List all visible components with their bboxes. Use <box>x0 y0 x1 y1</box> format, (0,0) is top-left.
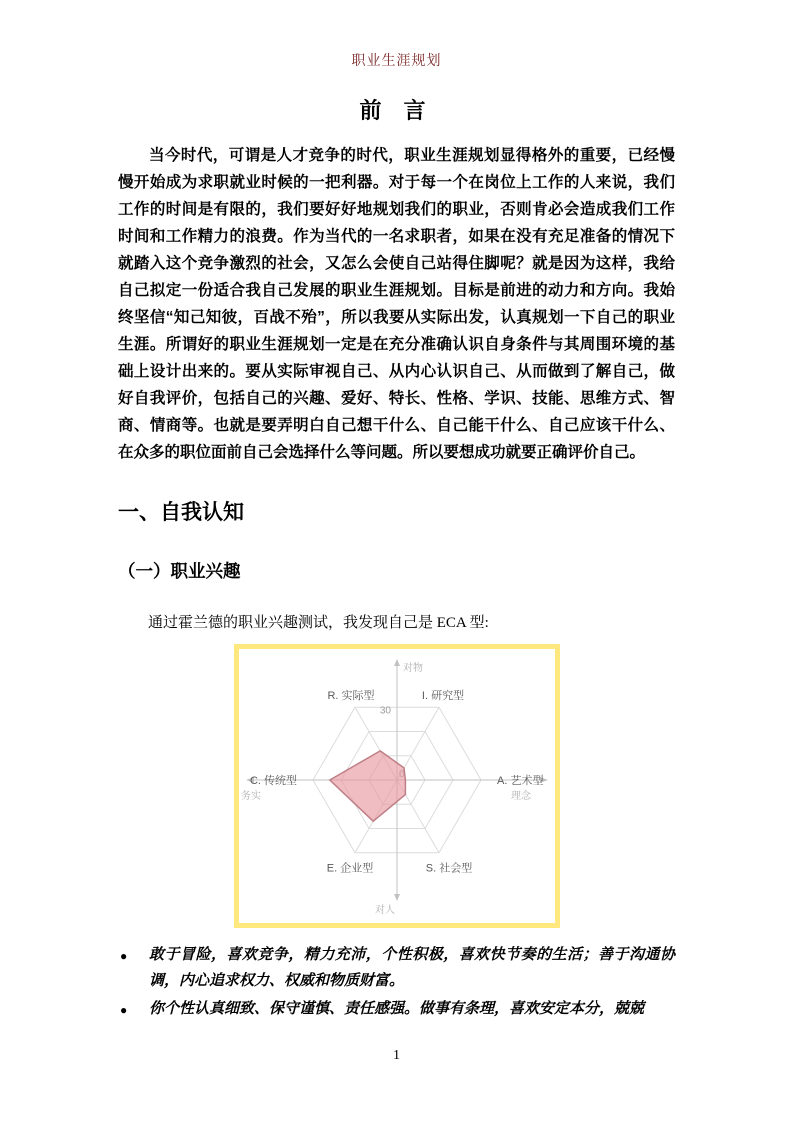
arrow-up-icon <box>394 659 400 666</box>
bullet-icon: ● <box>120 1003 128 1017</box>
axis-label-top: 对物 <box>402 663 423 674</box>
bullet-text: 敢于冒险，喜欢竞争，精力充沛，个性积极，喜欢快节奏的生活；善于沟通协调，内心追求权力、权威和物质财富。 <box>149 946 675 989</box>
axis-label-right: 理念 <box>510 791 531 802</box>
holland-intro-text: 通过霍兰德的职业兴趣测试，我发现自己是 ECA 型: <box>148 615 489 631</box>
heading-self-awareness: 一、自我认知 <box>118 501 244 524</box>
radar-category-label: A. 艺术型 <box>496 775 543 787</box>
radar-chart-frame <box>234 644 560 928</box>
radar-category-label: R. 实际型 <box>326 690 375 702</box>
bullet-icon: ● <box>120 949 128 963</box>
axis-label-bottom: 对人 <box>374 905 395 916</box>
preface-paragraph: 当今时代，可谓是人才竞争的时代，职业生涯规划显得格外的重要，已经慢慢开始成为求职就业时候的一把利器。对于每一个在岗位上工作的人来说，我们工作的时间是有限的，我们要好好地规划我们的职业，否则肯必会造成我们工作时间和工作精力的浪费。作为当代的一名求职者，如果在没有充足准备的情况下就踏入这个竞争激烈的社会，又怎么会使自己站得住脚呢？就是因为这样，我给自己拟定一份适合我自己发展的职业生涯规划。目标是前进的动力和方向。我始终坚信“知己知彼，百战不殆”，所以我要从实际出发，认真规划一下自己的职业生涯。所谓好的职业生涯规划一定是在充分准确认识自身条件与其周围环境的基础上设计出来的。要从实际审视自己、从内心认识自己、从而做到了解自己，做好自我评价，包括自己的兴趣、爱好、特长、性格、学识、技能、思维方式、智商、情商等。也就是要弄明白自己想干什么、自己能干什么、自己应该干什么、在众多的职位面前自己会选择什么等问题。所以要想成功就要正确评价自己。 <box>118 147 675 461</box>
arrow-down-icon <box>394 894 400 901</box>
scale-max-label: 30 <box>379 705 391 717</box>
bullet-text: 你个性认真细致、保守谨慎、责任感强。做事有条理，喜欢安定本分，兢兢 <box>149 1000 645 1017</box>
document-content <box>118 96 675 1024</box>
list-item <box>118 996 675 1022</box>
axis-label-left: 务实 <box>240 791 261 802</box>
heading-career-interest: （一）职业兴趣 <box>118 561 241 581</box>
list-item <box>118 942 675 994</box>
trait-bullet-list <box>118 942 675 1022</box>
holland-radar-chart <box>239 649 555 923</box>
radar-category-label: C. 传统型 <box>249 775 297 787</box>
radar-category-label: S. 社会型 <box>425 862 472 875</box>
radar-data-polygon <box>329 751 405 821</box>
preface-title: 前 言 <box>359 98 434 123</box>
page-number: 1 <box>393 1048 400 1063</box>
radar-category-label: I. 研究型 <box>421 690 464 702</box>
radar-category-label: E. 企业型 <box>326 862 373 875</box>
document-header: 职业生涯规划 <box>351 54 442 69</box>
radar-chart-container <box>118 644 675 928</box>
